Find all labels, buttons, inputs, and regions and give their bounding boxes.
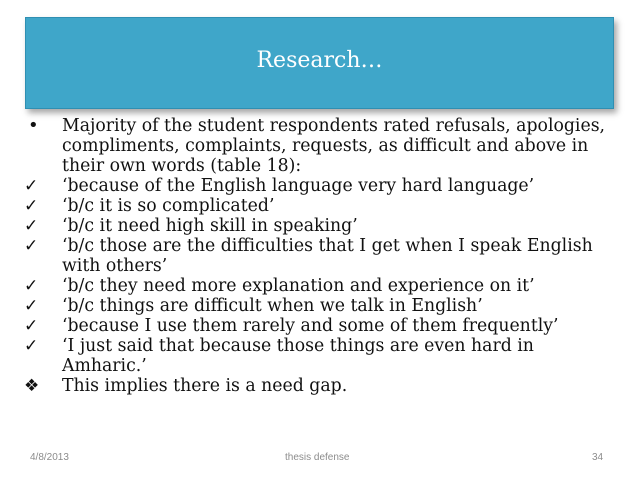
check-item	[24, 316, 624, 336]
quote-text: ‘b/c they need more explanation and experience on it’	[62, 276, 535, 296]
checkmark-icon: ✓	[24, 176, 39, 196]
slide-content	[24, 116, 624, 396]
title-bar	[25, 17, 614, 109]
checkmark-icon: ✓	[24, 336, 39, 356]
footer-title: thesis defense	[285, 452, 350, 463]
check-item	[24, 236, 624, 276]
quote-text: ‘b/c things are difficult when we talk in English’	[62, 296, 483, 316]
quote-text: ‘b/c it need high skill in speaking’	[62, 216, 358, 236]
checkmark-icon: ✓	[24, 216, 39, 236]
check-item	[24, 296, 624, 316]
checkmark-icon: ✓	[24, 196, 39, 216]
checkmark-icon: ✓	[24, 316, 39, 336]
check-item	[24, 196, 624, 216]
quote-text: ‘because of the English language very hard language’	[62, 176, 535, 196]
diamond-item	[24, 376, 624, 396]
bullet-item	[24, 116, 624, 176]
quote-text: ‘b/c those are the difficulties that I get when I speak English with others’	[62, 236, 593, 276]
bullet-text: Majority of the student respondents rated refusals, apologies, compliments, complaints, requests, as difficult and above in their own words (table 18):	[62, 116, 606, 176]
quote-text: ‘because I use them rarely and some of them frequently’	[62, 316, 559, 336]
bullet-icon: •	[28, 115, 39, 136]
checkmark-icon: ✓	[24, 296, 39, 316]
check-item	[24, 216, 624, 236]
footer-date: 4/8/2013	[30, 452, 69, 463]
check-item	[24, 176, 624, 196]
checkmark-icon: ✓	[24, 276, 39, 296]
quote-text: ‘b/c it is so complicated’	[62, 196, 275, 216]
check-item	[24, 336, 624, 376]
page-number: 34	[592, 452, 604, 463]
diamond-icon: ❖	[24, 376, 40, 396]
checkmark-icon: ✓	[24, 236, 39, 256]
conclusion-text: This implies there is a need gap.	[62, 376, 348, 396]
check-item	[24, 276, 624, 296]
slide-title: Research…	[256, 47, 383, 73]
quote-text: ‘I just said that because those things are even hard in Amharic.’	[62, 336, 534, 376]
